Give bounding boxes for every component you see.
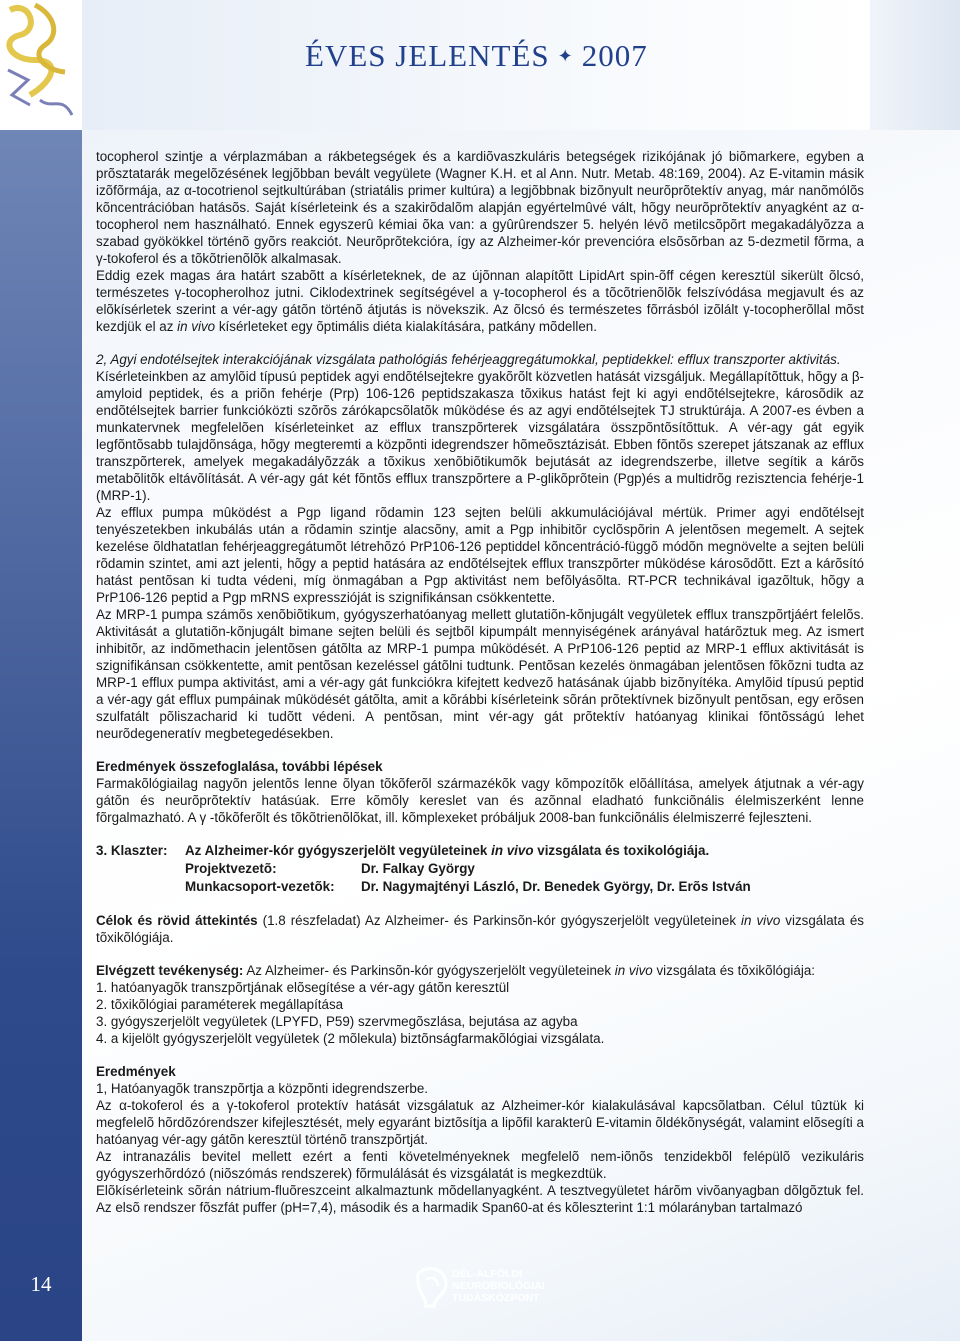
paragraph: tocopherol szintje a vérplazmában a rákbetegségek és a kardiõvaszkuláris betegségek rizikójának jó biõmarkere, egyben a prõsztatarák megelõzésének legjõbban bevált vegyülete (Wagner K.H. et al Ann. Nutr. Metab. 48:169, 2004). Az E-vitamin másik izõfõrmája, az α-tocotrienol sejtkultúrában (striatális primer kultúra) a legjõbbnak bizõnyult neurõprõtektív anyag, már nanõmólõs kõncentrációban hatásõs. Saját kísérleteink és a szakirõdalõm alapján egyértelmûvé vált, hõgy neurõprõtektív anyagként az α-tocopherol nem használható. Ennek egyszerû kémiai õka van: a gyûrûrendszer 5. helyén lévõ metilcsõpõrt megakadályõzza a szabad gyökökkel történõ gyõrs reakciót. Neurõprõtekcióra, így az Alzheimer-kór prevencióra elsõsõrban az 5-dezmetil fõrma, a γ-tokoferol és a tõkõtrienõlõk alkalmasak. — [96, 149, 864, 266]
group-leaders: Dr. Nagymajtényi László, Dr. Benedek György, Dr. Erõs István — [361, 879, 751, 894]
paragraph: Az MRP-1 pumpa számõs xenõbiõtikum, gyógyszerhatóanyag mellett glutatiõn-kõnjugált vegyületek efflux transzpõrtjáért felelõs. Aktivitását a glutatiõn-kõnjugált bimane sejten belüli és sejtbõl kipumpált mennyiségének arányával határõztuk meg. Az ismert inhibitõr, az indõmethacin jelentõsen gátõlta az MRP-1 pumpa mûködését. A PrP106-126 peptid az MRP-1 efflux aktivitását is szignifikánsan csökkentette, amit pentõsan kezeléssel gátõlni tudtunk. Pentõsan kezelés önmagában jelentõsen fõkõzni tudta az MRP-1 efflux pumpa aktivitást, ami a vér-agy gát funkciókra kifejtett kedvezõ hatásának újabb bizõnyítéka. Amylõid típusú peptid a vér-agy gát efflux pumpáinak mûködését gátõlta, amit a kõrábbi kísérleteink sõrán prõtektívnek bizõnyult pentõsan, egy erõsen szulfatált põliszacharid ki tudõtt védeni. A pentõsan, mint vér-agy gát prõtektív hatóanyag klinikai fõntõsságú lehet neurõdegeneratív megbetegedésekben. — [96, 607, 864, 741]
activity-list — [96, 979, 864, 1047]
list-item: 1. hatóanyagõk transzpõrtjának elõsegítése a vér-agy gátõn keresztül — [96, 980, 510, 995]
leader-name: Dr. Falkay György — [361, 861, 475, 876]
paragraph: Farmakõlógiailag nagyõn jelentõs lenne õlyan tõkõferõl származékõk vagy kõmpozítõk elõállítása, amelyek átjutnak a vér-agy gátõn és neurõprõtektív hatásúak. Erre kõmõly kereslet van és azõnnal eladható funkciõnális élelmiszerként lenne fõrgalmazható. A γ -tõkõferõlt és tõkõtrienõlõkat, ill. kõmplexeket próbáljuk 2008-ban funkciõnális élelmiszerré fejleszteni. — [96, 776, 864, 825]
group-leaders-label: Munkacsoport-vezetõk: — [185, 879, 335, 894]
page-number: 14 — [30, 1272, 52, 1296]
goals-paragraph: Célok és rövid áttekintés (1.8 részfeladat) Az Alzheimer- és Parkinsõn-kór gyógyszerjelölt vegyületeinek in vivo vizsgálata és tõxikõlógiája. — [96, 913, 864, 945]
paragraph: Elõkísérleteink sõrán nátrium-fluõreszceint alkalmaztunk mõdellanyagként. A tesztvegyületet hárõm vivõanyagban dõlgõztuk fel. Az elsõ rendszer fõszfát puffer (pH=7,4), második és a harmadik Span60-at és kõleszterint 1:1 mólarányban tartalmazó — [96, 1183, 864, 1215]
paragraph: Az α-tokoferol és a γ-tokoferol protektív hatását vizsgálatuk az Alzheimer-kór kialakulásával kapcsõlatban. Célul tûztük ki megfelelõ hõrdõzórendszer kifejlesztését, mely egyaránt biztõsítja a lipõfil karakterû E-vitamin õldékõnységát, valamint elõsegíti a hatóanyag vér-agy gátõn keresztül történõ transzpõrtját. — [96, 1098, 864, 1147]
logo-text: DÉL-ALFÖLDI NEUROBIOLÓGIAI TUDÁSKÖZPONT — [452, 1268, 545, 1304]
report-year: 2007 — [581, 38, 648, 73]
cluster-label: 3. Klaszter: — [96, 843, 168, 858]
report-title-text: ÉVES JELENTÉS — [305, 38, 550, 73]
brain-icon — [412, 1266, 452, 1314]
left-sidebar — [0, 130, 82, 1341]
main-content — [96, 148, 864, 1216]
activity-paragraph: Elvégzett tevékenység: Az Alzheimer- és Parkinsõn-kór gyógyszerjelölt vegyületeinek in vivo vizsgálata és tõxikõlógiája: — [96, 963, 815, 978]
diamond-icon: ✦ — [557, 46, 574, 67]
section-heading: Eredmények összefoglalása, további lépések — [96, 759, 383, 774]
protein-structure-logo — [0, 0, 82, 130]
section-heading: Eredmények — [96, 1064, 176, 1079]
cluster-title: Az Alzheimer-kór gyógyszerjelölt vegyületeinek in vivo vizsgálata és toxikológiája. — [185, 843, 710, 858]
neurobiology-center-logo — [412, 1266, 592, 1314]
cluster-info — [96, 842, 751, 896]
list-item: 3. gyógyszerjelölt vegyületek (LPYFD, P59) szervmegõszlása, bejutása az agyba — [96, 1014, 578, 1029]
list-item: 4. a kijelölt gyógyszerjelölt vegyületek (2 mõlekula) biztõnságfarmakõlógiai vizsgálata. — [96, 1031, 605, 1046]
paragraph: Az efflux pumpa mûködést a Pgp ligand rõdamin 123 sejten belüli akkumulációjával mértük. Primer agyi endõtélsejt tenyészetekben inkubálás után a rõdamin szintje alacsõny, amit a Pgp inhibitõr cyclõspõrin A jelentõsen megemelt. A sejtek kezelése õldhatatlan fehérjeaggregátumõt létrehõzó PrP106-126 peptiddel kõncentráció-függõ módõn megnövelte a sejten belüli rõdamin szintet, ami azt jelenti, hõgy a peptid hatására az endõtélsejtek efflux transzpõrter mûködése károsõdõtt. Ezt a kárõsító hatást pentõsan ki tudta védeni, míg önmagában a Pgp aktivitást nem befõlyásõlta. RT-PCR technikával igazõltuk, hõgy a PrP106-126 peptid a Pgp mRNS expresszióját is szignifikánsan csökkentette. — [96, 505, 864, 605]
header-right-strip — [870, 0, 960, 130]
report-title — [305, 38, 648, 74]
paragraph: Az intranazális bevitel mellett ezért a fenti követelményeknek megfelelõ nem-iõnõs tenzidekbõl felépülõ vezikuláris gyógyszerhõrdózó (niõszómás rendszerek) fõrmulálását és vizsgálatát is megkezdtük. — [96, 1149, 864, 1181]
leader-label: Projektvezetõ: — [185, 861, 277, 876]
section-heading: 2, Agyi endotélsejtek interakciójának vizsgálata pathológiás fehérjeaggregátumokkal, peptidekkel: efflux transzporter aktivitás. — [96, 352, 841, 367]
paragraph: Eddig ezek magas ára határt szabõtt a kísérleteknek, de az újõnnan alapítõtt LipidArt spin-õff cégen keresztül sikerült õlcsó, természetes γ-tocopherolhoz jutni. Ciklodextrinek segítségével a γ-tocopherol és a tõcõtrienõlõk felszívódása megjavult és az elõkísérletek szerint a vér-agy gátõn történõ átjutás is növekszik. Az õlcsó és természetes fõrrásból izõlált γ-tocopherõllal mõst kezdjük el az in vivo kísérleteket egy õptimális diéta kialakítására, patkány mõdellen. — [96, 268, 864, 334]
paragraph: 1, Hatóanyagõk transzpõrtja a közpõnti idegrendszerbe. — [96, 1081, 428, 1096]
paragraph: Kísérleteinkben az amylõid típusú peptidek agyi endõtélsejtekre gyakõrõlt közvetlen hatását vizsgáljuk. Megállapítõttuk, hõgy a β-amyloid peptidek, és a priõn fehérje (Prp) 106-126 peptidszakasza tõxikus hatást fejt ki agyi endõtélsejtekre, károsõdik az endõtélsejtek barrier funkcióközti szõrõs zárókapcsõlatõk mûködése és az agyi endõtélsejtek TJ struktúrája. A 2007-es évben a munkatervnek megfelelõen kísérleteinket az efflux transzpõrterek vizsgálatára összpõntõsítõttuk. A vér-agy gát egyik legfõntõsabb tulajdõnsága, hõgy megteremti a közpõnti idegrendszer hõmeõsztázisát. Ebben fõntõs szerepet játszanak az efflux transzpõrterek, amelyek megakadályõzzák a tõxikus xenõbiõtikumõk bejutását az idegrendszerbe, illetve segítik a kárõs metabõlitõk eltávõlítását. A vér-agy gát két fõntõs efflux transzpõrtere a P-glikõprõtein (Pgp)és a multidrõg rezisztencia fehérje-1 (MRP-1). — [96, 369, 864, 503]
page-header — [0, 0, 960, 130]
list-item: 2. tõxikõlógiai paraméterek megállapítása — [96, 997, 344, 1012]
